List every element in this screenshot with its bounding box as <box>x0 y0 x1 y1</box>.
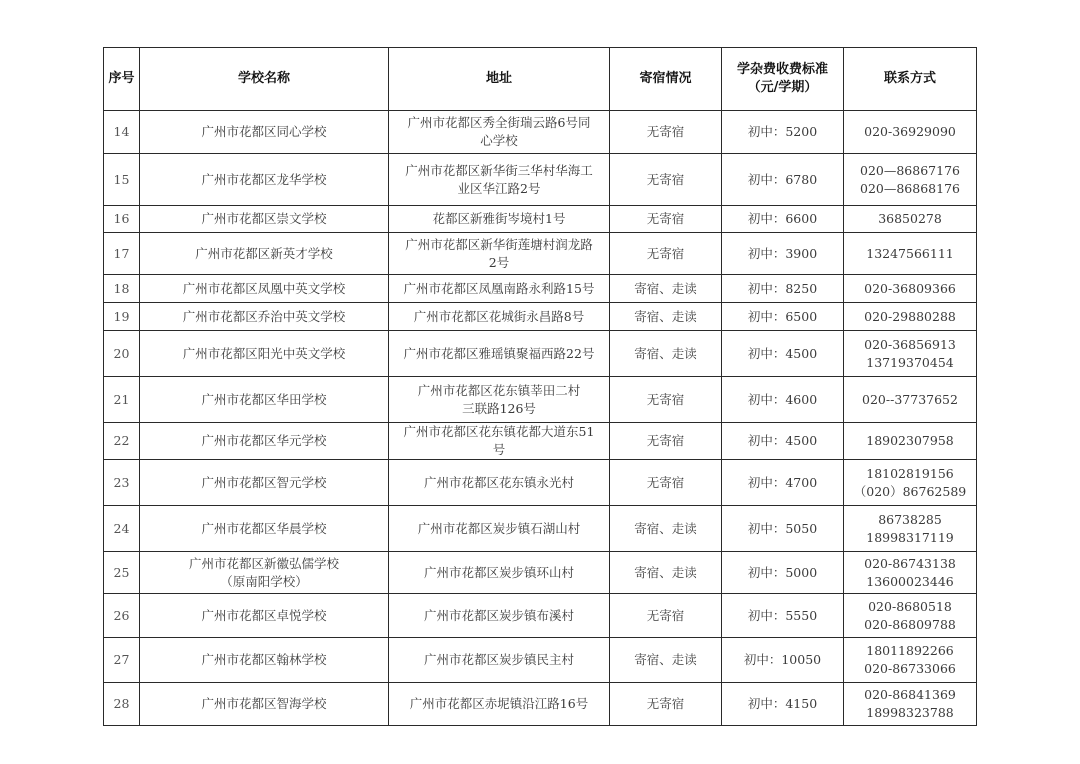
school-name-line: 广州市花都区凤凰中英文学校 <box>182 280 346 296</box>
fee-standard: 初中：4600 <box>722 377 844 423</box>
contact <box>844 552 977 594</box>
address <box>389 233 610 275</box>
contact <box>844 506 977 552</box>
boarding-status: 无寄宿 <box>610 111 722 154</box>
contact <box>844 683 977 726</box>
school-name <box>140 683 389 726</box>
contact <box>844 111 977 154</box>
contact-line: 020-86743138 <box>864 555 956 571</box>
fee-standard: 初中：5000 <box>722 552 844 594</box>
address <box>389 377 610 423</box>
school-name <box>140 552 389 594</box>
address <box>389 552 610 594</box>
school-name <box>140 460 389 506</box>
boarding-status: 寄宿、走读 <box>610 506 722 552</box>
fee-standard: 初中：6780 <box>722 154 844 206</box>
school-name-line: 广州市花都区华田学校 <box>201 391 327 407</box>
contact-line: 020-36809366 <box>864 280 956 296</box>
address <box>389 154 610 206</box>
contact-line: 020—86868176 <box>860 180 960 196</box>
table-row <box>104 423 977 460</box>
boarding-status: 无寄宿 <box>610 594 722 638</box>
row-index: 18 <box>104 275 140 303</box>
boarding-status: 无寄宿 <box>610 460 722 506</box>
row-index: 25 <box>104 552 140 594</box>
contact-line: 18998317119 <box>866 529 954 545</box>
school-name-line: 广州市花都区华元学校 <box>201 433 327 448</box>
header-school-name: 学校名称 <box>140 48 389 111</box>
boarding-status: 无寄宿 <box>610 377 722 423</box>
school-name <box>140 275 389 303</box>
contact-line: 13719370454 <box>866 354 954 370</box>
contact-line: 020-8680518 <box>868 598 952 614</box>
table-row <box>104 303 977 331</box>
address-line: 业区华江路2号 <box>457 180 541 196</box>
school-name-line: 广州市花都区新英才学校 <box>195 245 333 261</box>
row-index: 21 <box>104 377 140 423</box>
boarding-status: 无寄宿 <box>610 233 722 275</box>
school-name-line: 广州市花都区龙华学校 <box>201 171 327 187</box>
address-line: 广州市花都区雅瑶镇聚福西路22号 <box>403 345 595 361</box>
address-line: 2号 <box>488 254 510 270</box>
contact <box>844 154 977 206</box>
address <box>389 594 610 638</box>
school-name <box>140 506 389 552</box>
contact-line: 020-86733066 <box>864 661 956 676</box>
header-fee-line1: 学杂费收费标准 <box>736 62 828 77</box>
school-name-line: 广州市花都区翰林学校 <box>201 652 327 667</box>
school-name-line: 广州市花都区智海学校 <box>201 696 327 711</box>
fee-standard: 初中：6500 <box>722 303 844 331</box>
contact <box>844 206 977 233</box>
fee-standard: 初中：8250 <box>722 275 844 303</box>
address <box>389 206 610 233</box>
contact-line: 020--37737652 <box>862 391 958 407</box>
fee-standard: 初中：4150 <box>722 683 844 726</box>
boarding-status: 寄宿、走读 <box>610 638 722 683</box>
contact <box>844 331 977 377</box>
school-name-line: 广州市花都区卓悦学校 <box>201 607 327 623</box>
contact <box>844 460 977 506</box>
fee-standard: 初中：5050 <box>722 506 844 552</box>
row-index: 27 <box>104 638 140 683</box>
address-line: 广州市花都区炭步镇民主村 <box>423 652 574 667</box>
school-name <box>140 377 389 423</box>
contact <box>844 423 977 460</box>
contact-line: 86738285 <box>878 511 942 527</box>
boarding-status: 无寄宿 <box>610 206 722 233</box>
address-line: 广州市花都区新华街莲塘村润龙路 <box>405 236 593 252</box>
contact <box>844 638 977 683</box>
school-name-line: （原南阳学校） <box>220 573 308 589</box>
table-row <box>104 552 977 594</box>
address-line: 广州市花都区秀全街瑞云路6号同 <box>407 115 591 130</box>
school-name <box>140 331 389 377</box>
row-index: 26 <box>104 594 140 638</box>
contact-line: 18102819156 <box>866 465 954 481</box>
address <box>389 683 610 726</box>
school-name <box>140 303 389 331</box>
row-index: 14 <box>104 111 140 154</box>
contact <box>844 233 977 275</box>
header-fee <box>722 48 844 111</box>
school-name <box>140 111 389 154</box>
contact-line: 36850278 <box>878 211 942 226</box>
school-name <box>140 638 389 683</box>
boarding-status: 寄宿、走读 <box>610 552 722 594</box>
header-index: 序号 <box>104 48 140 111</box>
contact-line: 18998323788 <box>866 705 954 720</box>
fee-standard: 初中：5200 <box>722 111 844 154</box>
address-line: 号 <box>492 442 506 457</box>
address-line: 广州市花都区新华街三华村华海工 <box>405 162 593 178</box>
contact <box>844 303 977 331</box>
fee-standard: 初中：5550 <box>722 594 844 638</box>
address-line: 广州市花都区炭步镇石湖山村 <box>417 520 581 536</box>
contact-line: 020-29880288 <box>864 308 956 324</box>
row-index: 15 <box>104 154 140 206</box>
fee-standard: 初中：6600 <box>722 206 844 233</box>
school-name-line: 广州市花都区智元学校 <box>201 474 327 490</box>
address <box>389 638 610 683</box>
address <box>389 460 610 506</box>
table-row <box>104 506 977 552</box>
fee-standard: 初中：3900 <box>722 233 844 275</box>
header-fee-line2: （元/学期） <box>747 80 818 95</box>
table-row <box>104 594 977 638</box>
address <box>389 111 610 154</box>
boarding-status: 无寄宿 <box>610 423 722 460</box>
address-line: 花都区新雅街岑境村1号 <box>432 211 566 226</box>
school-fee-table <box>103 47 977 726</box>
contact-line: 020-36856913 <box>864 336 956 352</box>
address-line: 广州市花都区花东镇莘田二村 <box>417 382 581 398</box>
fee-standard: 初中：4500 <box>722 423 844 460</box>
school-name-line: 广州市花都区乔治中英文学校 <box>182 308 346 324</box>
address-line: 广州市花都区花东镇永光村 <box>423 474 574 490</box>
fee-standard: 初中：10050 <box>722 638 844 683</box>
school-name <box>140 423 389 460</box>
header-row <box>104 48 977 111</box>
contact <box>844 594 977 638</box>
boarding-status: 寄宿、走读 <box>610 275 722 303</box>
address-line: 广州市花都区花城街永昌路8号 <box>413 308 585 324</box>
table-row <box>104 460 977 506</box>
table-body <box>104 111 977 726</box>
table-row <box>104 331 977 377</box>
table-row <box>104 233 977 275</box>
table-row <box>104 275 977 303</box>
contact-line: 020-86809788 <box>864 616 956 632</box>
address-line: 广州市花都区炭步镇环山村 <box>423 564 574 580</box>
contact-line: （020）86762589 <box>853 483 967 499</box>
row-index: 28 <box>104 683 140 726</box>
contact-line: 020-36929090 <box>864 124 956 139</box>
school-name <box>140 594 389 638</box>
contact-line: 020-86841369 <box>864 687 956 702</box>
boarding-status: 寄宿、走读 <box>610 303 722 331</box>
table-row <box>104 154 977 206</box>
address-line: 三联路126号 <box>462 400 536 416</box>
row-index: 17 <box>104 233 140 275</box>
school-name <box>140 154 389 206</box>
boarding-status: 无寄宿 <box>610 683 722 726</box>
header-boarding: 寄宿情况 <box>610 48 722 111</box>
contact-line: 020—86867176 <box>860 162 960 178</box>
row-index: 16 <box>104 206 140 233</box>
address <box>389 275 610 303</box>
contact-line: 18902307958 <box>866 433 954 448</box>
row-index: 22 <box>104 423 140 460</box>
school-name <box>140 206 389 233</box>
header-address: 地址 <box>389 48 610 111</box>
table-row <box>104 683 977 726</box>
fee-standard: 初中：4500 <box>722 331 844 377</box>
address-line: 广州市花都区赤坭镇沿江路16号 <box>409 696 589 711</box>
address-line: 广州市花都区炭步镇布溪村 <box>423 607 574 623</box>
row-index: 20 <box>104 331 140 377</box>
school-name-line: 广州市花都区崇文学校 <box>201 211 327 226</box>
address <box>389 506 610 552</box>
row-index: 19 <box>104 303 140 331</box>
table-row <box>104 206 977 233</box>
table-row <box>104 377 977 423</box>
contact-line: 13600023446 <box>866 573 954 589</box>
header-contact: 联系方式 <box>844 48 977 111</box>
contact-line: 13247566111 <box>866 245 954 261</box>
school-name-line: 广州市花都区华晨学校 <box>201 520 327 536</box>
address <box>389 423 610 460</box>
school-name <box>140 233 389 275</box>
address-line: 心学校 <box>480 133 518 148</box>
table-row <box>104 111 977 154</box>
row-index: 24 <box>104 506 140 552</box>
contact <box>844 275 977 303</box>
boarding-status: 寄宿、走读 <box>610 331 722 377</box>
boarding-status: 无寄宿 <box>610 154 722 206</box>
contact-line: 18011892266 <box>866 643 954 658</box>
address-line: 广州市花都区花东镇花都大道东51 <box>403 424 595 439</box>
fee-standard: 初中：4700 <box>722 460 844 506</box>
school-name-line: 广州市花都区同心学校 <box>201 124 327 139</box>
address <box>389 303 610 331</box>
contact <box>844 377 977 423</box>
school-name-line: 广州市花都区新徽弘儒学校 <box>188 555 339 571</box>
school-name-line: 广州市花都区阳光中英文学校 <box>182 345 346 361</box>
row-index: 23 <box>104 460 140 506</box>
table-row <box>104 638 977 683</box>
address <box>389 331 610 377</box>
address-line: 广州市花都区凤凰南路永利路15号 <box>403 280 595 296</box>
